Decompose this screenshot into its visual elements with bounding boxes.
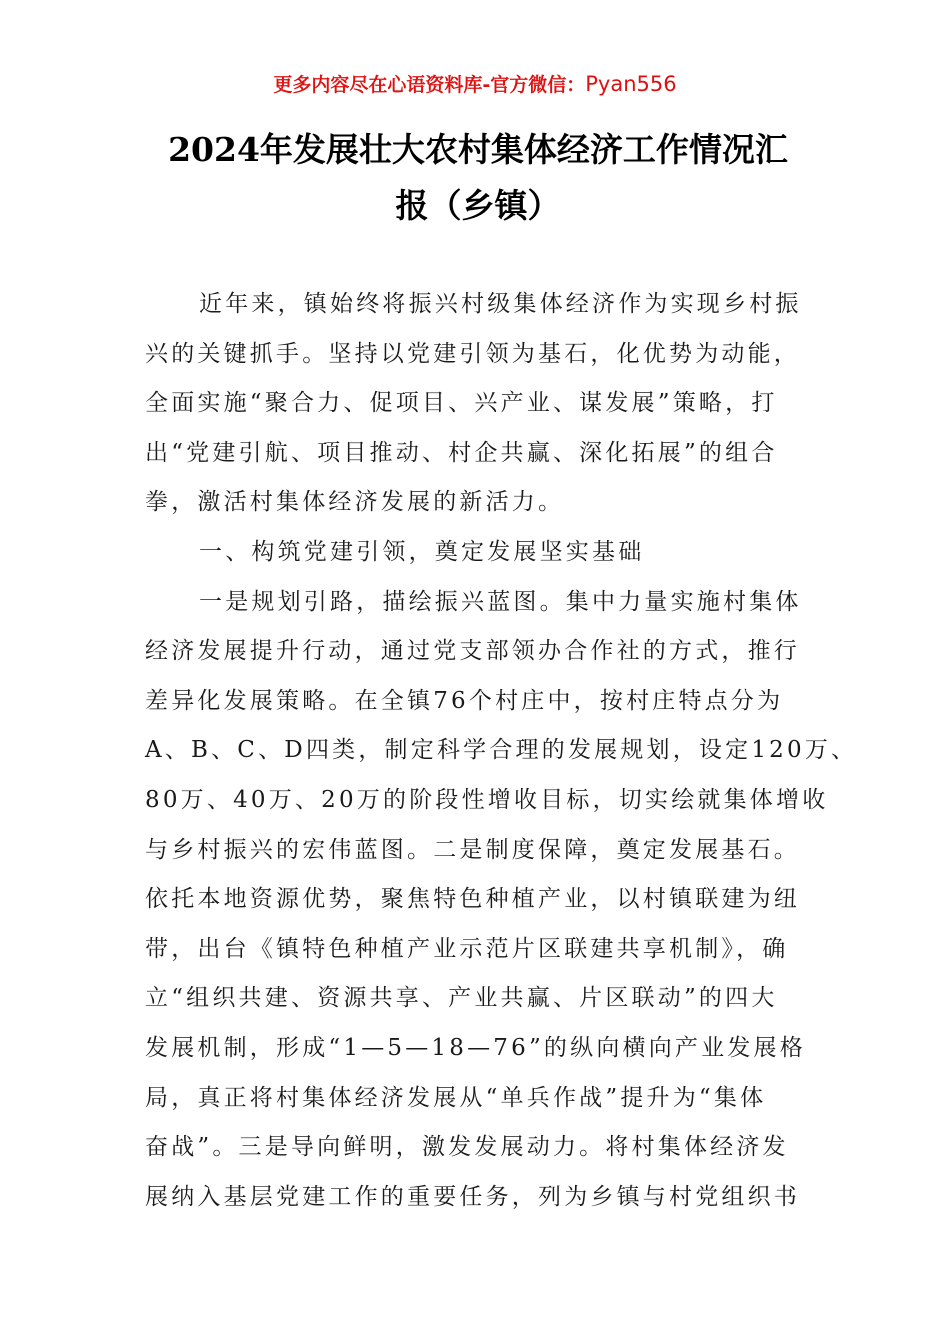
- body-line: 一是规划引路，描绘振兴蓝图。集中力量实施村集体: [199, 588, 802, 615]
- watermark-text: 更多内容尽在心语资料库-官方微信：: [273, 74, 586, 96]
- body-line: 带，出台《镇特色种植产业示范片区联建共享机制》，确: [145, 935, 789, 962]
- body-line: 与乡村振兴的宏伟蓝图。二是制度保障，奠定发展基石。: [145, 836, 800, 863]
- body-line: 全面实施“聚合力、促项目、兴产业、谋发展”策略，打: [145, 390, 778, 417]
- body-line: 发展机制，形成“1—5—18—76”的纵向横向产业发展格: [145, 1034, 806, 1061]
- body-line: 局，真正将村集体经济发展从“单兵作战”提升为“集体: [145, 1084, 767, 1111]
- title-line-2: 报（乡镇）: [395, 186, 561, 225]
- body-line: 立“组织共建、资源共享、产业共赢、片区联动”的四大: [145, 985, 778, 1012]
- document-body: [145, 280, 858, 1222]
- body-line: 兴的关键抓手。坚持以党建引领为基石，化优势为动能，: [145, 340, 800, 367]
- body-line: 拳，激活村集体经济发展的新活力。: [145, 489, 565, 516]
- document-title: [148, 122, 808, 234]
- body-line: 差异化发展策略。在全镇76个村庄中，按村庄特点分为: [145, 687, 784, 714]
- title-line-1: 2024年发展壮大农村集体经济工作情况汇: [168, 130, 788, 169]
- watermark-banner: [0, 70, 950, 97]
- watermark-wechat-id: Pyan556: [585, 72, 677, 96]
- body-line: A、B、C、D四类，制定科学合理的发展规划，设定120万、: [145, 737, 858, 764]
- body-line: 依托本地资源优势，聚焦特色种植产业，以村镇联建为纽: [145, 886, 800, 913]
- body-line: 80万、40万、20万的阶段性增收目标，切实绘就集体增收: [145, 786, 829, 813]
- body-line: 出“党建引航、项目推动、村企共赢、深化拓展”的组合: [145, 439, 778, 466]
- body-line: 近年来，镇始终将振兴村级集体经济作为实现乡村振: [199, 291, 802, 317]
- body-line: 展纳入基层党建工作的重要任务，列为乡镇与村党组织书: [145, 1183, 800, 1210]
- body-line: 经济发展提升行动，通过党支部领办合作社的方式，推行: [145, 638, 800, 665]
- body-line: 奋战”。三是导向鲜明，激发发展动力。将村集体经济发: [145, 1134, 789, 1161]
- section-heading: 一、构筑党建引领，奠定发展坚实基础: [199, 538, 645, 565]
